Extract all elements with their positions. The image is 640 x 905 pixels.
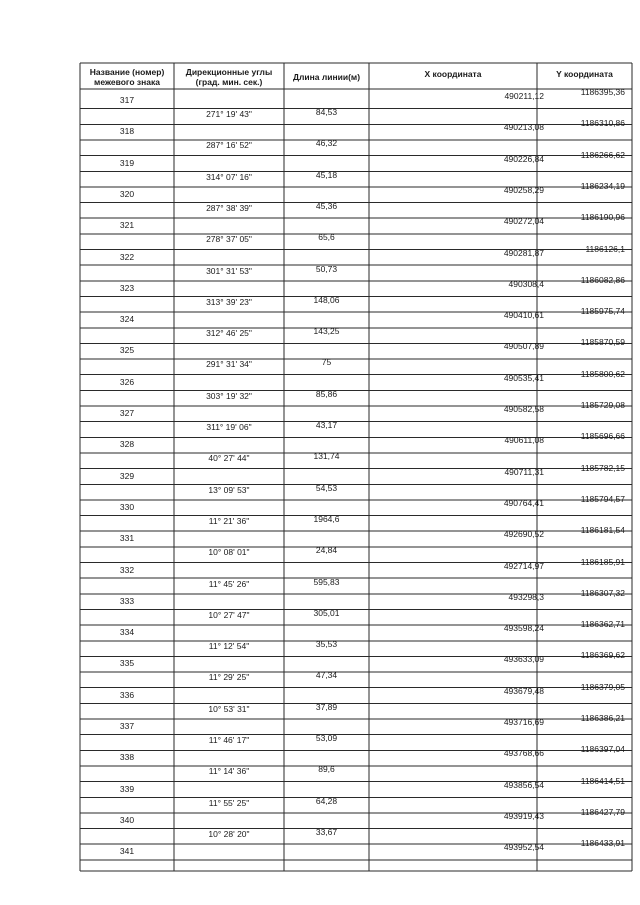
point-name: 329 bbox=[119, 470, 135, 481]
point-name: 335 bbox=[119, 658, 135, 669]
segment-direction-angle: 301° 31' 53" bbox=[206, 265, 252, 276]
point-name: 333 bbox=[119, 595, 135, 606]
segment-length: 143,25 bbox=[313, 326, 340, 337]
segment-length: 43,17 bbox=[315, 420, 338, 430]
point-x-coordinate: 492690,52 bbox=[503, 529, 544, 540]
point-y-coordinate: 1186379,05 bbox=[580, 681, 625, 692]
point-x-coordinate: 490308,4 bbox=[508, 278, 544, 289]
point-name: 332 bbox=[119, 564, 135, 575]
segment-direction-angle: 10° 28' 20" bbox=[208, 828, 250, 839]
segment-direction-angle: 278° 37' 05" bbox=[206, 234, 252, 245]
segment-length: 50,73 bbox=[315, 263, 338, 274]
point-y-coordinate: 1186190,96 bbox=[580, 212, 625, 223]
segment-direction-angle: 314° 07' 16" bbox=[206, 171, 252, 182]
point-name: 337 bbox=[119, 721, 135, 731]
point-x-coordinate: 490211,12 bbox=[504, 91, 544, 101]
segment-direction-angle: 10° 08' 01" bbox=[208, 547, 250, 558]
point-name: 334 bbox=[119, 627, 135, 638]
point-name: 318 bbox=[119, 126, 135, 137]
point-y-coordinate: 1185782,15 bbox=[580, 462, 625, 473]
point-x-coordinate: 493716,69 bbox=[503, 717, 544, 727]
point-y-coordinate: 1185729,08 bbox=[580, 400, 625, 410]
segment-direction-angle: 11° 29' 25" bbox=[208, 672, 250, 683]
segment-length: 84,53 bbox=[315, 107, 338, 117]
point-y-coordinate: 1186397,04 bbox=[580, 744, 625, 755]
segment-length: 64,28 bbox=[315, 795, 338, 806]
segment-length: 45,18 bbox=[315, 169, 338, 180]
point-name: 320 bbox=[119, 188, 135, 199]
point-name: 327 bbox=[119, 408, 135, 418]
segment-length: 54,53 bbox=[315, 482, 338, 493]
point-x-coordinate: 493633,09 bbox=[503, 654, 544, 665]
point-name: 317 bbox=[119, 95, 135, 105]
point-x-coordinate: 490611,08 bbox=[504, 435, 544, 446]
point-name: 328 bbox=[119, 439, 135, 450]
point-x-coordinate: 493919,43 bbox=[503, 810, 544, 821]
point-x-coordinate: 490507,89 bbox=[503, 341, 544, 352]
segment-length: 37,89 bbox=[315, 701, 338, 712]
segment-length: 35,53 bbox=[315, 639, 338, 650]
segment-length: 85,86 bbox=[315, 388, 338, 399]
point-y-coordinate: 1186427,79 bbox=[580, 806, 625, 817]
point-y-coordinate: 1185696,66 bbox=[580, 431, 625, 442]
point-name: 339 bbox=[119, 783, 135, 794]
segment-length: 45,36 bbox=[315, 200, 338, 211]
segment-direction-angle: 287° 38' 39" bbox=[206, 202, 252, 213]
point-y-coordinate: 1186414,51 bbox=[580, 775, 625, 786]
segment-length: 33,67 bbox=[315, 826, 338, 837]
segment-direction-angle: 10° 53' 31" bbox=[208, 703, 250, 714]
point-y-coordinate: 1185794,57 bbox=[580, 493, 625, 504]
segment-length: 305,01 bbox=[313, 607, 340, 618]
point-x-coordinate: 490226,84 bbox=[503, 153, 544, 164]
segment-direction-angle: 11° 45' 26" bbox=[208, 578, 250, 589]
point-y-coordinate: 1185800,62 bbox=[580, 368, 625, 379]
point-name: 340 bbox=[119, 814, 135, 825]
point-y-coordinate: 1186310,86 bbox=[580, 118, 625, 129]
point-x-coordinate: 490410,61 bbox=[503, 310, 544, 321]
point-y-coordinate: 1186386,21 bbox=[580, 713, 625, 723]
segment-length: 24,84 bbox=[315, 545, 338, 556]
boundary-coordinates-table bbox=[80, 63, 632, 871]
point-x-coordinate: 490281,87 bbox=[503, 247, 544, 258]
segment-direction-angle: 11° 55' 25" bbox=[208, 797, 250, 808]
segment-direction-angle: 11° 12' 54" bbox=[208, 641, 250, 652]
point-x-coordinate: 493298,3 bbox=[508, 591, 544, 602]
point-x-coordinate: 490764,41 bbox=[503, 497, 544, 508]
point-y-coordinate: 1186266,62 bbox=[580, 149, 625, 160]
segment-length: 89,6 bbox=[318, 764, 335, 775]
point-x-coordinate: 490272,04 bbox=[503, 216, 544, 227]
segment-length: 131,74 bbox=[313, 451, 340, 462]
point-x-coordinate: 493598,24 bbox=[503, 623, 544, 634]
segment-direction-angle: 13° 09' 53" bbox=[208, 484, 250, 495]
point-y-coordinate: 1186082,86 bbox=[580, 274, 625, 285]
point-x-coordinate: 493952,54 bbox=[503, 842, 544, 853]
point-x-coordinate: 493856,54 bbox=[503, 779, 544, 790]
point-y-coordinate: 1186126,1 bbox=[585, 243, 625, 254]
point-y-coordinate: 1185870,59 bbox=[580, 337, 625, 348]
segment-length: 1964,6 bbox=[313, 513, 340, 524]
segment-length: 65,6 bbox=[318, 232, 335, 243]
segment-direction-angle: 10° 27' 47" bbox=[208, 609, 250, 620]
point-name: 319 bbox=[119, 157, 135, 168]
point-y-coordinate: 1186185,91 bbox=[580, 556, 625, 567]
segment-direction-angle: 303° 19' 32" bbox=[206, 390, 252, 401]
point-name: 341 bbox=[119, 846, 135, 857]
point-name: 325 bbox=[119, 345, 135, 356]
point-name: 322 bbox=[119, 251, 135, 262]
header-name: Название (номер) межевого знака bbox=[89, 67, 165, 87]
segment-direction-angle: 11° 21' 36" bbox=[208, 515, 250, 526]
point-name: 336 bbox=[119, 689, 135, 700]
header-length: Длина линии(м) bbox=[292, 72, 361, 82]
point-y-coordinate: 1186433,91 bbox=[580, 838, 625, 849]
segment-length: 46,32 bbox=[315, 138, 338, 149]
point-y-coordinate: 1186307,32 bbox=[580, 587, 625, 598]
segment-direction-angle: 312° 46' 25" bbox=[206, 328, 252, 339]
point-y-coordinate: 1186369,62 bbox=[580, 650, 625, 661]
point-name: 330 bbox=[119, 501, 135, 512]
point-name: 326 bbox=[119, 376, 135, 387]
header-x: X координата bbox=[424, 69, 482, 79]
point-y-coordinate: 1186181,54 bbox=[580, 525, 625, 536]
point-x-coordinate: 490213,08 bbox=[503, 122, 544, 133]
point-name: 321 bbox=[119, 220, 135, 231]
segment-length: 47,34 bbox=[315, 670, 338, 681]
segment-length: 75 bbox=[321, 357, 332, 368]
point-name: 323 bbox=[119, 282, 135, 293]
point-x-coordinate: 492714,97 bbox=[503, 560, 544, 571]
segment-direction-angle: 40° 27' 44" bbox=[208, 453, 250, 464]
segment-direction-angle: 271° 19' 43" bbox=[206, 109, 252, 119]
point-y-coordinate: 1186395,36 bbox=[580, 87, 625, 97]
point-x-coordinate: 490582,58 bbox=[503, 404, 544, 414]
header-y: Y координата bbox=[556, 69, 613, 79]
point-x-coordinate: 493768,66 bbox=[503, 748, 544, 759]
point-x-coordinate: 490258,29 bbox=[503, 184, 544, 195]
point-x-coordinate: 490535,41 bbox=[503, 372, 544, 383]
segment-direction-angle: 311° 19' 06" bbox=[206, 422, 252, 432]
point-y-coordinate: 1185975,74 bbox=[580, 306, 625, 317]
segment-direction-angle: 11° 46' 17" bbox=[208, 735, 250, 745]
segment-length: 595,83 bbox=[313, 576, 340, 587]
point-y-coordinate: 1186362,71 bbox=[580, 619, 625, 630]
point-x-coordinate: 490711,31 bbox=[504, 466, 544, 477]
point-y-coordinate: 1186234,19 bbox=[580, 180, 625, 191]
segment-direction-angle: 291° 31' 34" bbox=[206, 359, 252, 370]
point-name: 338 bbox=[119, 752, 135, 763]
segment-direction-angle: 313° 39' 23" bbox=[206, 296, 252, 307]
point-x-coordinate: 493679,48 bbox=[503, 685, 544, 696]
segment-length: 53,09 bbox=[315, 733, 338, 743]
point-name: 324 bbox=[119, 314, 135, 325]
segment-direction-angle: 287° 16' 52" bbox=[206, 140, 252, 151]
header-angle: Дирекционные углы (град. мин. сек.) bbox=[185, 67, 273, 87]
segment-length: 148,06 bbox=[313, 294, 340, 305]
point-name: 331 bbox=[119, 533, 135, 544]
segment-direction-angle: 11° 14' 36" bbox=[208, 766, 250, 777]
